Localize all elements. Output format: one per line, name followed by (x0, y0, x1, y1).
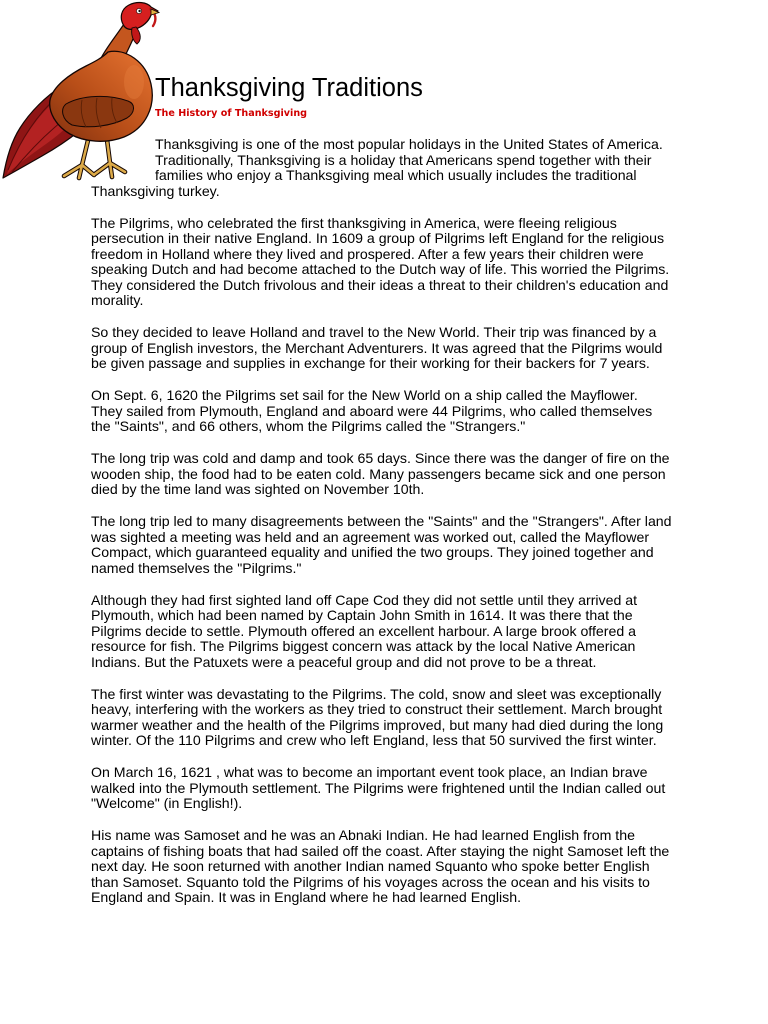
paragraph-line: Indians. But the Patuxets were a peaceful group and did not prove to be a threat. (91, 653, 597, 670)
paragraph-line: Thanksgiving turkey. (91, 182, 220, 199)
paragraph-line: named themselves the "Pilgrims." (91, 559, 302, 576)
paragraph-line: winter. Of the 110 Pilgrims and crew who left England, less that 50 survived the first winter. (91, 732, 657, 748)
paragraph-line: So they decided to leave Holland and travel to the New World. Their trip was financed by a (91, 324, 657, 340)
paragraph-line: morality. (91, 292, 144, 308)
page-subtitle: The History of Thanksgiving (155, 108, 308, 119)
paragraph-line: the "Saints", and 66 others, whom the Pilgrims called the "Strangers." (91, 418, 526, 434)
paragraph-line: persecution in their native England. In 1609 a group of Pilgrims left England for the religious (91, 230, 665, 246)
article-paragraph (91, 388, 731, 435)
paragraph-line: warmer weather and the health of the Pilgrims improved, but many had died during the long (91, 716, 664, 733)
paragraph-line: Traditionally, Thanksgiving is a holiday that Americans spend together with their (155, 151, 652, 168)
paragraph-line: Thanksgiving is one of the most popular holidays in the United States of America. (155, 136, 663, 152)
paragraph-line: They sailed from Plymouth, England and aboard were 44 Pilgrims, who called themselves (91, 402, 653, 419)
paragraph-line: freedom in Holland where they lived and prospered. After a few years their children were (91, 245, 644, 262)
paragraph-line: The long trip was cold and damp and took 65 days. Since there was the danger of fire on the (91, 450, 670, 466)
paragraph-line: walked into the Plymouth settlement. The Pilgrims were frightened until the Indian called out (91, 779, 666, 796)
paragraph-line: than Samoset. Squanto told the Pilgrims of his voyages across the ocean and his visits to (91, 873, 650, 890)
article-paragraph (91, 687, 731, 749)
paragraph-line: be given passage and supplies in exchange for their working for their backers for 7 years. (91, 355, 650, 371)
paragraph-line: "Welcome" (in English!). (91, 795, 243, 811)
article-paragraph (91, 593, 731, 671)
article-paragraph (91, 216, 731, 309)
paragraph-line: died by the time land was sighted on November 10th. (91, 481, 425, 497)
article-paragraph (91, 137, 731, 199)
article-paragraph (91, 325, 731, 372)
article-paragraph (91, 828, 731, 906)
article-paragraph (91, 514, 731, 576)
paragraph-line: families who enjoy a Thanksgiving meal which usually includes the traditional (155, 167, 637, 183)
paragraph-line: The first winter was devastating to the Pilgrims. The cold, snow and sleet was exceptionally (91, 685, 662, 702)
paragraph-line: Pilgrims decide to settle. Plymouth offered an excellent harbour. A large brook offered a (91, 622, 636, 639)
paragraph-line: The long trip led to many disagreements between the "Saints" and the "Strangers". After land (91, 513, 672, 529)
paragraph-line: Plymouth, which had been named by Captain John Smith in 1614. It was there that the (91, 607, 633, 623)
paragraph-line: captains of fishing boats that had sailed off the coast. After staying the night Samoset left the (91, 842, 670, 859)
paragraph-line: wooden ship, the food had to be eaten cold. Many passengers became sick and one person (91, 465, 666, 482)
paragraph-line: The Pilgrims, who celebrated the first thanksgiving in America, were fleeing religious (91, 214, 617, 231)
paragraph-line: On March 16, 1621 , what was to become an important event took place, an Indian brave (91, 764, 648, 780)
paragraph-line: On Sept. 6, 1620 the Pilgrims set sail for the New World on a ship called the Mayflower. (91, 387, 638, 403)
paragraph-line: heavy, interfering with the workers as they tried to construct their settlement. March brought (91, 701, 663, 717)
article-paragraph (91, 765, 731, 812)
paragraph-line: Compact, which guaranteed equality and unified the two groups. They joined together and (91, 544, 654, 560)
paragraph-line: England and Spain. It was in England where he had learned English. (91, 889, 522, 905)
article-body (91, 137, 731, 922)
paragraph-line: They considered the Dutch frivolous and their ideas a threat to their children's education and (91, 276, 669, 293)
paragraph-line: Although they had first sighted land off Cape Cod they did not settle until they arrived at (91, 591, 638, 608)
paragraph-line: speaking Dutch and had become attached to the Dutch way of life. This worried the Pilgrims. (91, 261, 670, 277)
paragraph-line: His name was Samoset and he was an Abnaki Indian. He had learned English from the (91, 827, 635, 843)
article-paragraph (91, 451, 731, 498)
paragraph-line: resource for fish. The Pilgrims biggest concern was attack by the local Native American (91, 638, 636, 654)
paragraph-line: was sighted a meeting was held and an agreement was worked out, called the Mayflower (91, 528, 650, 545)
paragraph-line: next day. He soon returned with another Indian named Squanto who spoke better English (91, 858, 650, 874)
paragraph-line: group of English investors, the Merchant Adventurers. It was agreed that the Pilgrims would (91, 339, 663, 356)
page-title: Thanksgiving Traditions (155, 74, 423, 102)
